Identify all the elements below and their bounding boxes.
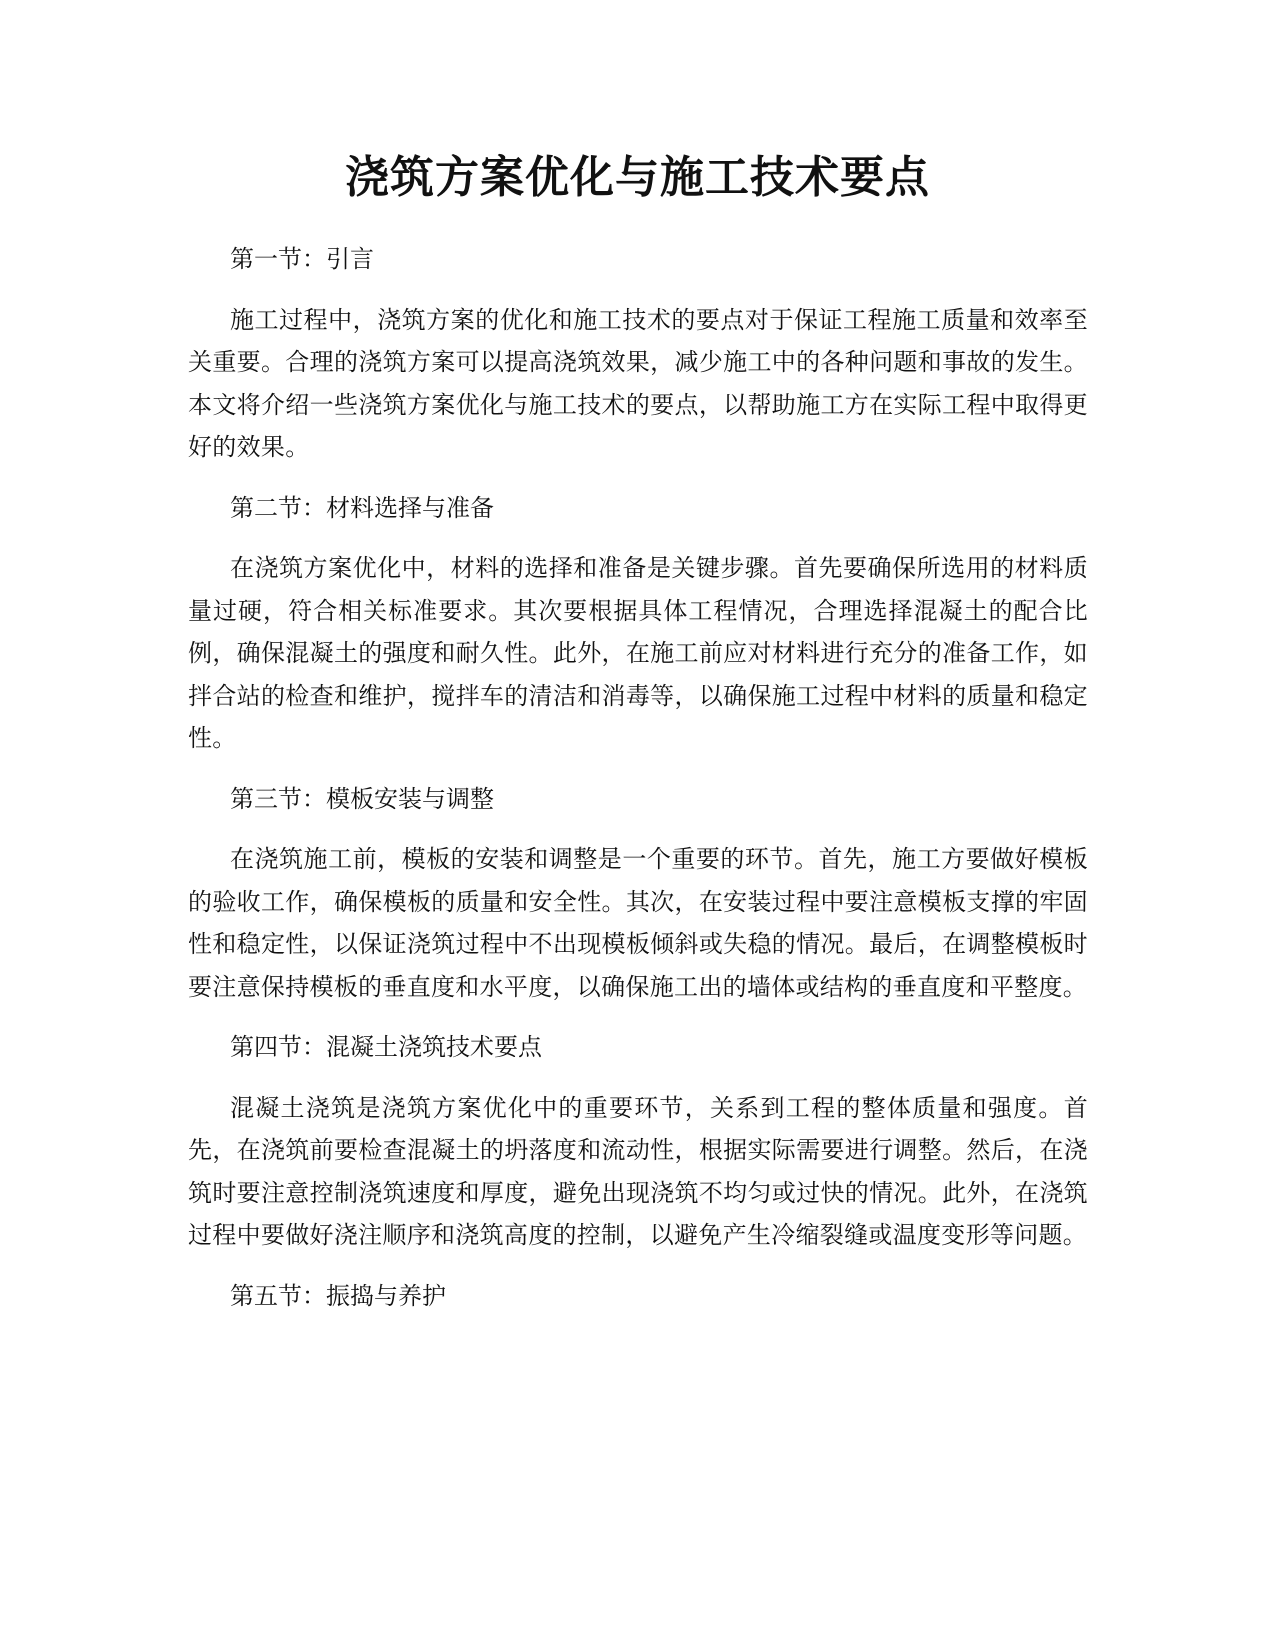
section-heading-4: 第四节：混凝土浇筑技术要点	[230, 1033, 542, 1061]
document-title: 浇筑方案优化与施工技术要点	[345, 152, 930, 203]
section-paragraph-1: 施工过程中，浇筑方案的优化和施工技术的要点对于保证工程施工质量和效率至关重要。合理的浇筑方案可以提高浇筑效果，减少施工中的各种问题和事故的发生。本文将介绍一些浇筑方案优化与施工技术的要点，以帮助施工方在实际工程中取得更好的效果。	[188, 305, 1088, 461]
section-paragraph-3: 在浇筑施工前，模板的安装和调整是一个重要的环节。首先，施工方要做好模板的验收工作，确保模板的质量和安全性。其次，在安装过程中要注意模板支撑的牢固性和稳定性，以保证浇筑过程中不出现模板倾斜或失稳的情况。最后，在调整模板时要注意保持模板的垂直度和水平度，以确保施工出的墙体或结构的垂直度和平整度。	[188, 845, 1088, 1001]
section-heading-3: 第三节：模板安装与调整	[230, 784, 494, 813]
section-paragraph-2: 在浇筑方案优化中，材料的选择和准备是关键步骤。首先要确保所选用的材料质量过硬，符合相关标准要求。其次要根据具体工程情况，合理选择混凝土的配合比例，确保混凝土的强度和耐久性。此外，在施工前应对材料进行充分的准备工作，如拌合站的检查和维护，搅拌车的清洁和消毒等，以确保施工过程中材料的质量和稳定性。	[188, 554, 1088, 752]
section-heading-1: 第一节：引言	[230, 245, 374, 273]
document-body	[188, 238, 1088, 1317]
section-paragraph-4: 混凝土浇筑是浇筑方案优化中的重要环节，关系到工程的整体质量和强度。首先，在浇筑前要检查混凝土的坍落度和流动性，根据实际需要进行调整。然后，在浇筑时要注意控制浇筑速度和厚度，避免出现浇筑不均匀或过快的情况。此外，在浇筑过程中要做好浇注顺序和浇筑高度的控制，以避免产生冷缩裂缝或温度变形等问题。	[188, 1093, 1088, 1249]
section-heading-2: 第二节：材料选择与准备	[230, 493, 494, 522]
section-heading-5: 第五节：振捣与养护	[230, 1281, 446, 1310]
